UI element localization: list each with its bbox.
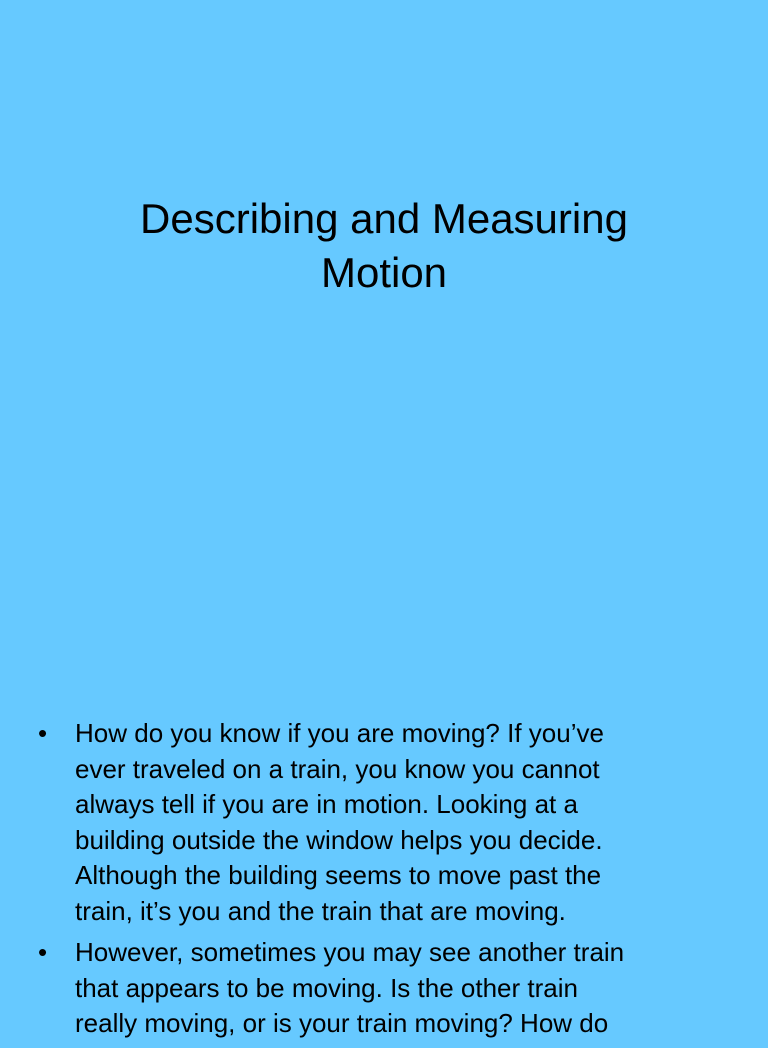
- bullet-text: [75, 716, 738, 929]
- bullet-line: building outside the window helps you decide.: [75, 824, 603, 855]
- title-line: Describing and Measuring: [140, 195, 628, 242]
- title-line: Motion: [320, 249, 448, 296]
- bullet-line: ever traveled on a train, you know you cannot: [75, 753, 600, 784]
- bullet-line: How do you know if you are moving? If you’ve: [75, 718, 604, 748]
- slide-title: [0, 192, 768, 300]
- bullet-line: Although the building seems to move past the: [75, 860, 602, 890]
- bullet-line: However, sometimes you may see another train: [75, 937, 625, 967]
- bullet-list: [38, 716, 738, 1048]
- bullet-line: train, it’s you and the train that are moving.: [75, 895, 566, 926]
- bullet-icon: •: [38, 718, 48, 748]
- bullet-line: really moving, or is your train moving? How do: [75, 1008, 609, 1038]
- bullet-text: [75, 935, 738, 1042]
- bullet-item: [38, 935, 738, 1042]
- bullet-item: [38, 716, 738, 929]
- bullet-line: always tell if you are in motion. Looking at a: [75, 789, 578, 819]
- bullet-icon: •: [38, 937, 48, 967]
- bullet-line: that appears to be moving. Is the other train: [75, 972, 578, 1003]
